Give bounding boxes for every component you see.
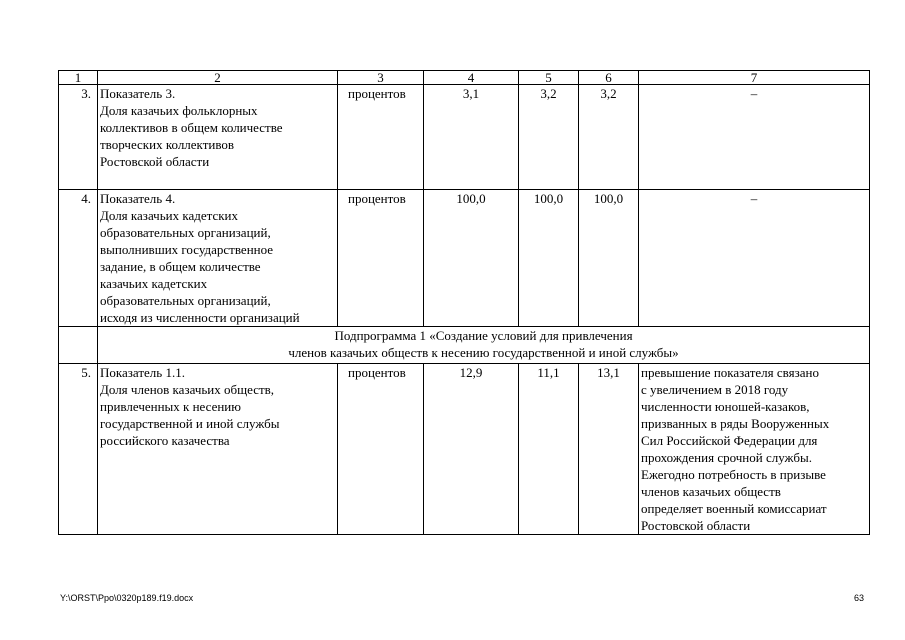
unit-cell: процентов <box>338 364 424 535</box>
note-cell: – <box>639 85 870 190</box>
subprogram-row <box>59 327 870 364</box>
value-col-4: 12,9 <box>424 364 519 535</box>
header-col-7: 7 <box>639 71 870 85</box>
value-col-6: 100,0 <box>579 190 639 327</box>
header-col-5: 5 <box>519 71 579 85</box>
subprogram-empty-cell <box>59 327 98 364</box>
header-col-2: 2 <box>98 71 338 85</box>
value-col-6: 13,1 <box>579 364 639 535</box>
value-col-4: 3,1 <box>424 85 519 190</box>
indicators-table <box>58 70 870 535</box>
indicator-name: Показатель 3. Доля казачьих фольклорных коллективов в общем количестве творческих коллективов Ростовской области <box>98 85 338 190</box>
header-col-3: 3 <box>338 71 424 85</box>
table-row <box>59 190 870 327</box>
value-col-5: 11,1 <box>519 364 579 535</box>
header-row <box>59 71 870 85</box>
indicator-name: Показатель 4. Доля казачьих кадетских образовательных организаций, выполнивших государственное задание, в общем количестве казачьих кадетских образовательных организаций, исходя из численности организаций <box>98 190 338 327</box>
footer-file-path: Y:\ORST\Ppo\0320p189.f19.docx <box>60 593 194 603</box>
indicator-name: Показатель 1.1. Доля членов казачьих обществ, привлеченных к несению государственной и иной службы российского казачества <box>98 364 338 535</box>
note-cell: превышение показателя связано с увеличением в 2018 году численности юношей-казаков, призванных в ряды Вооруженных Сил Российской Федерации для прохождения срочной службы. Ежегодно потребность в призыве членов казачьих обществ определяет военный комиссариат Ростовской области <box>639 364 870 535</box>
value-col-5: 100,0 <box>519 190 579 327</box>
row-number: 5. <box>59 364 98 535</box>
subprogram-title: Подпрограмма 1 «Создание условий для привлечения членов казачьих обществ к несению государственной и иной службы» <box>98 327 870 364</box>
unit-cell: процентов <box>338 85 424 190</box>
table-row <box>59 364 870 535</box>
table-row <box>59 85 870 190</box>
row-number: 3. <box>59 85 98 190</box>
unit-cell: процентов <box>338 190 424 327</box>
value-col-5: 3,2 <box>519 85 579 190</box>
row-number: 4. <box>59 190 98 327</box>
value-col-6: 3,2 <box>579 85 639 190</box>
header-col-1: 1 <box>59 71 98 85</box>
header-col-6: 6 <box>579 71 639 85</box>
value-col-4: 100,0 <box>424 190 519 327</box>
note-cell: – <box>639 190 870 327</box>
header-col-4: 4 <box>424 71 519 85</box>
page-number: 63 <box>854 593 865 603</box>
